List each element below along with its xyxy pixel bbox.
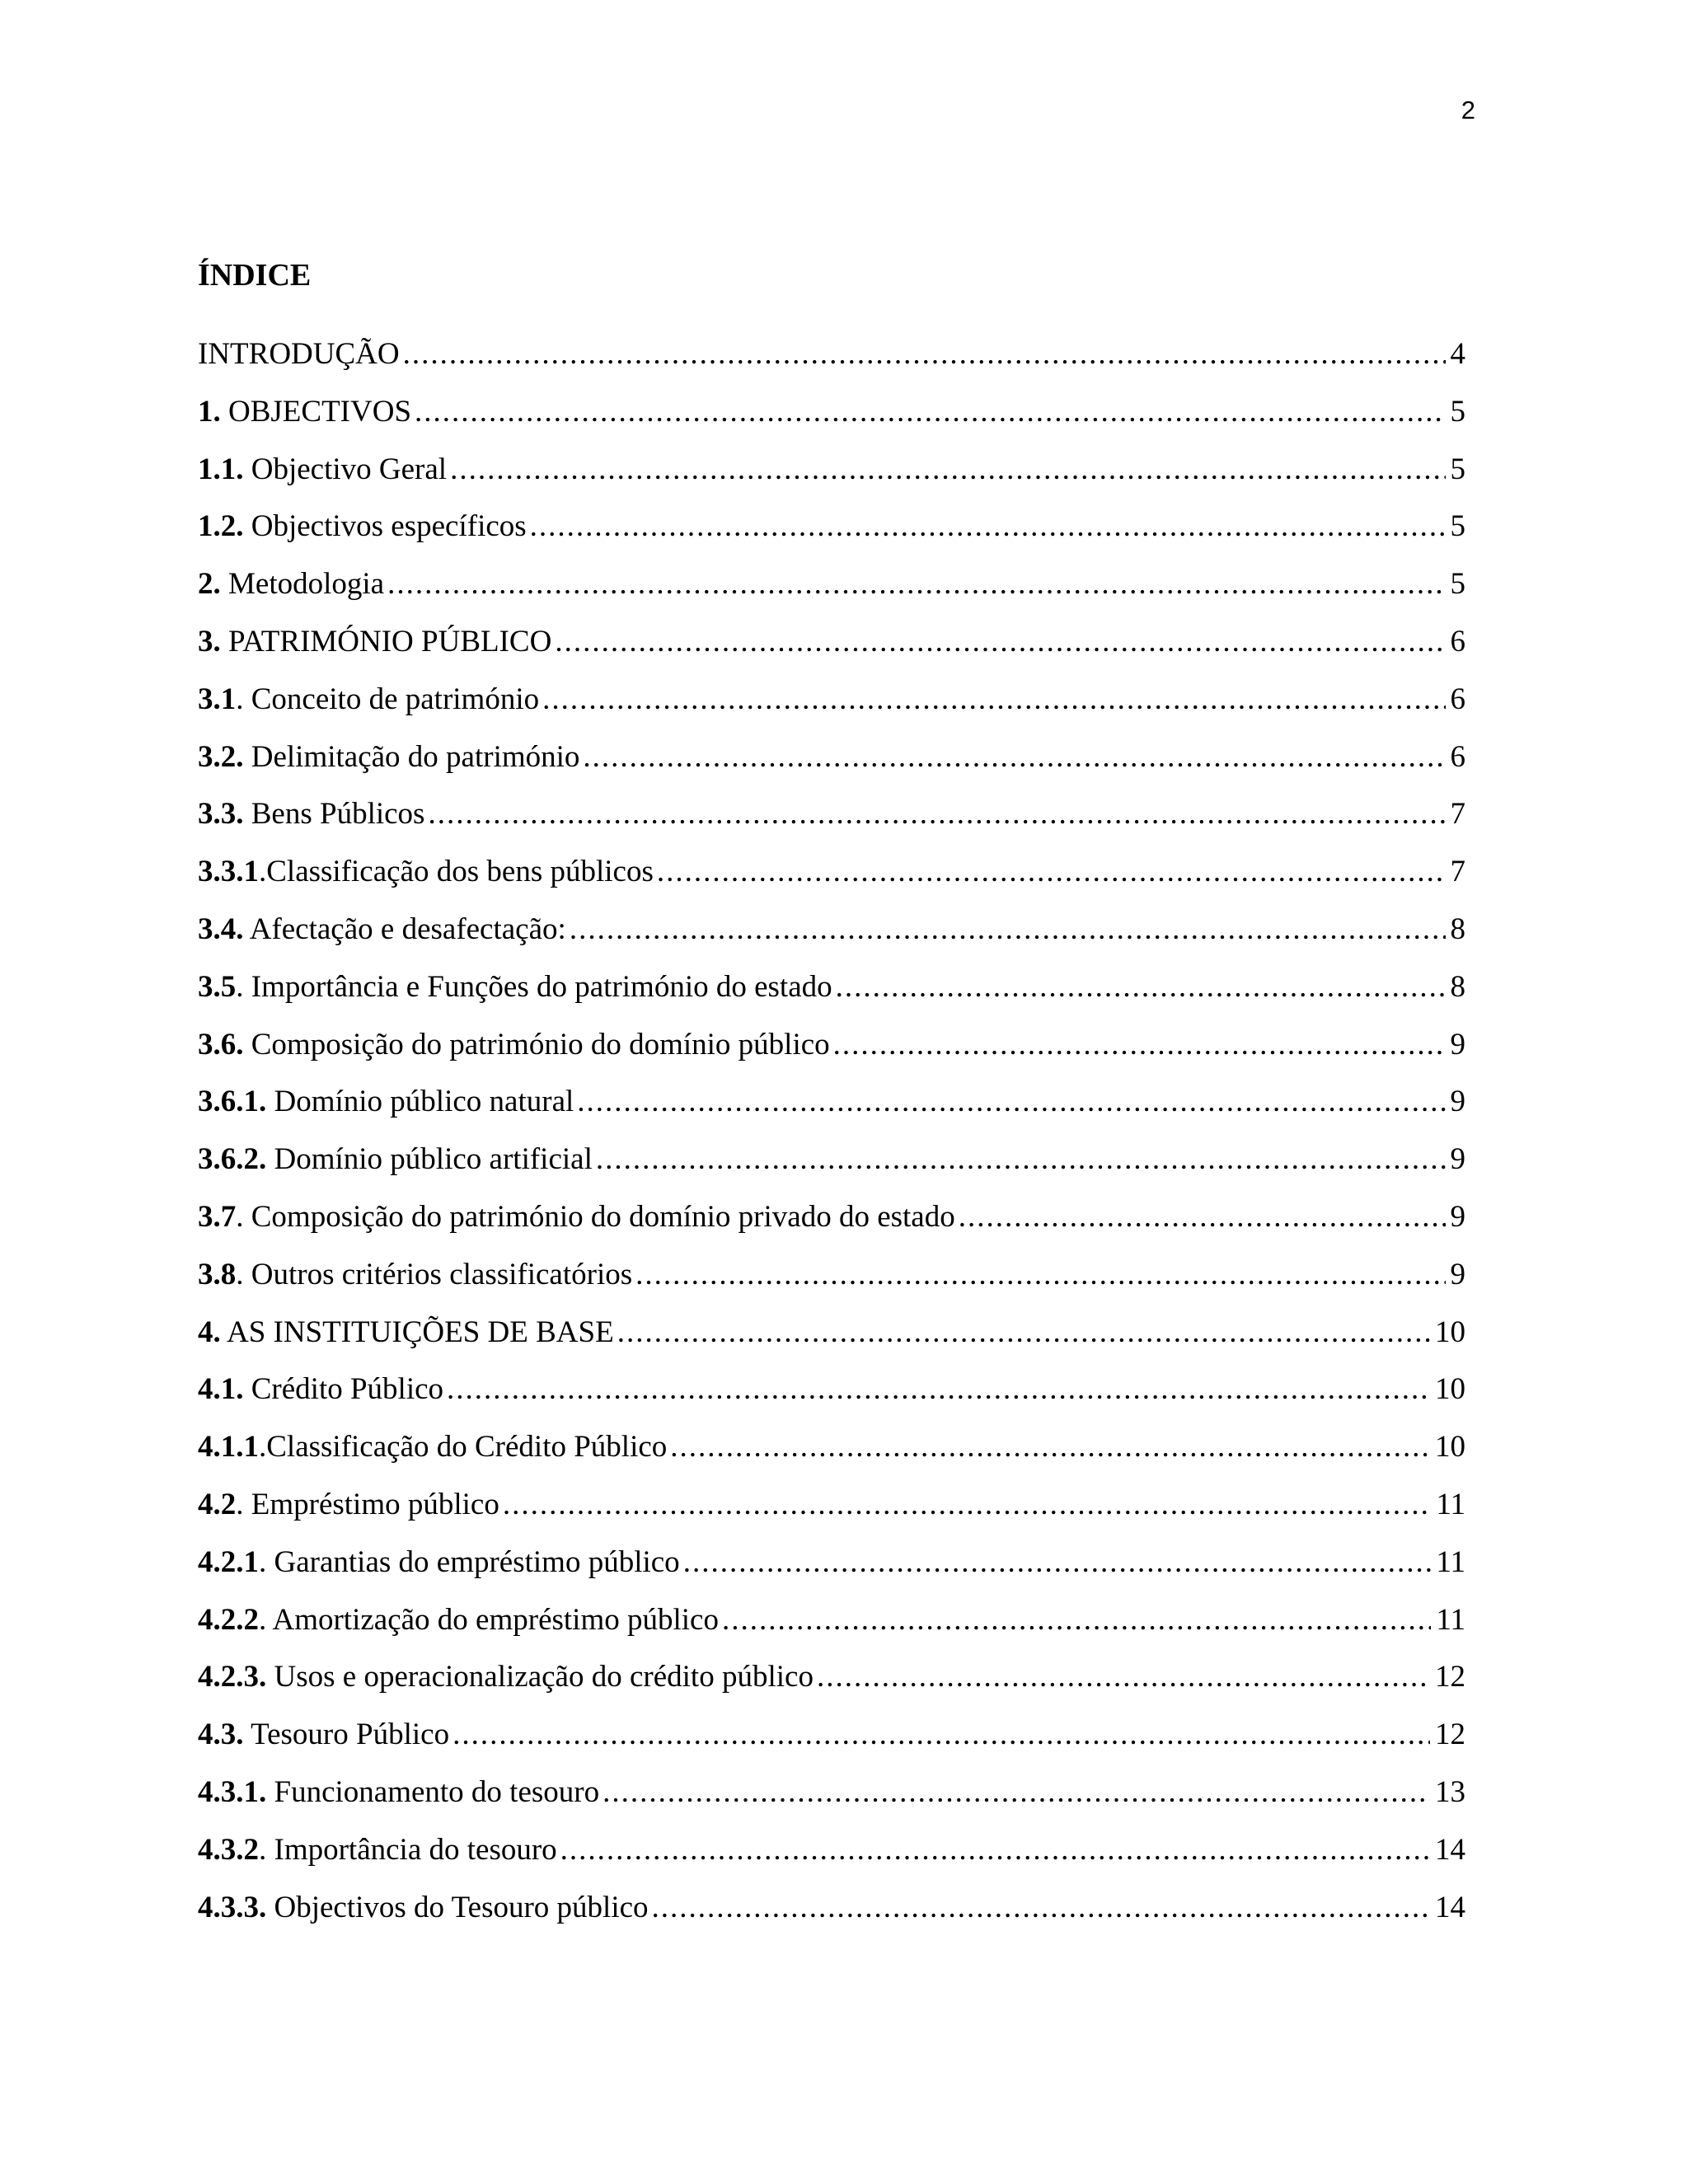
toc-entry-separator: . [236, 1487, 251, 1521]
toc-entry-number: 1. [198, 394, 221, 429]
toc-entry-text: Conceito de património [251, 682, 540, 716]
toc-entry-page: 13 [1435, 1774, 1465, 1809]
toc-entry-separator: . [259, 1602, 273, 1637]
dot-leader [617, 1308, 1430, 1357]
dot-leader [657, 847, 1446, 897]
toc-entry-page: 5 [1450, 509, 1465, 544]
toc-entry-separator [221, 395, 228, 429]
toc-entry-label [198, 1710, 449, 1760]
dot-leader [836, 963, 1446, 1012]
toc-entry-text: Composição do património do domínio privado do estado [251, 1199, 955, 1234]
toc-entry-separator: . [236, 969, 251, 1004]
toc-entry-text: PATRIMÓNIO PÚBLICO [228, 624, 552, 658]
toc-entry[interactable] [198, 733, 1465, 790]
toc-entry-page: 7 [1450, 855, 1465, 889]
toc-entry[interactable] [198, 790, 1465, 847]
toc-entry[interactable] [198, 1883, 1465, 1941]
toc-entry-text: Composição do património do domínio público [251, 1027, 830, 1062]
toc-entry-label [198, 387, 411, 437]
toc-entry[interactable] [198, 1710, 1465, 1768]
toc-entry-text: Delimitação do património [251, 739, 580, 774]
toc-entry-separator [266, 1660, 274, 1694]
toc-entry-label [198, 1308, 614, 1357]
toc-entry-separator: . [236, 1199, 251, 1234]
toc-entry-page: 10 [1435, 1372, 1465, 1407]
toc-entry-separator [244, 452, 251, 486]
toc-entry-number: 3.6. [198, 1027, 244, 1062]
dot-leader [722, 1596, 1431, 1645]
toc-entry[interactable] [198, 387, 1465, 445]
dot-leader [560, 1825, 1430, 1875]
dot-leader [503, 1480, 1432, 1530]
toc-entry-text: Bens Públicos [251, 797, 425, 832]
toc-entry-number: 4.2.2 [198, 1602, 259, 1637]
toc-entry[interactable] [198, 617, 1465, 675]
toc-entry-number: 3.5 [198, 969, 237, 1004]
toc-entry-text: Classificação dos bens públicos [266, 855, 654, 889]
page-number: 2 [1461, 96, 1475, 124]
toc-entry-text: Classificação do Crédito Público [266, 1430, 668, 1465]
toc-entry[interactable] [198, 1480, 1465, 1538]
toc-entry[interactable] [198, 1768, 1465, 1825]
toc-entry-page: 4 [1450, 337, 1465, 371]
toc-entry-label [198, 1250, 632, 1300]
dot-leader [555, 617, 1445, 667]
toc-entry-number: 4.2 [198, 1487, 237, 1521]
toc-entry-separator [244, 797, 251, 831]
toc-entry-number: 3.6.2. [198, 1142, 267, 1177]
dot-leader [652, 1883, 1430, 1933]
toc-entry-number: 3.4. [198, 912, 244, 946]
toc-entry[interactable] [198, 1596, 1465, 1653]
toc-entry-text: Importância do tesouro [274, 1832, 557, 1867]
toc-entry[interactable] [198, 560, 1465, 617]
dot-leader [452, 1710, 1430, 1760]
toc-entry[interactable] [198, 1825, 1465, 1883]
toc-entry-page: 9 [1450, 1257, 1465, 1291]
toc-entry-page: 12 [1435, 1718, 1465, 1752]
toc-entry-page: 7 [1450, 797, 1465, 832]
toc-entry-separator [266, 1775, 274, 1809]
toc-entry-label [198, 733, 579, 782]
toc-entry-text: Metodologia [228, 567, 385, 602]
toc-entry-text: Empréstimo público [251, 1487, 499, 1521]
dot-leader [530, 502, 1446, 551]
dot-leader [403, 330, 1446, 379]
toc-entry[interactable] [198, 1250, 1465, 1308]
toc-entry-page: 9 [1450, 1142, 1465, 1177]
toc-entry-separator [266, 1085, 274, 1118]
toc-entry-page: 11 [1436, 1487, 1465, 1521]
dot-leader [959, 1193, 1446, 1242]
toc-entry[interactable] [198, 445, 1465, 503]
toc-entry-page: 12 [1435, 1660, 1465, 1694]
dot-leader [387, 560, 1445, 609]
dot-leader [683, 1538, 1432, 1587]
toc-entry-page: 10 [1435, 1315, 1465, 1349]
toc-entry-number: 3.8 [198, 1257, 237, 1291]
toc-entry[interactable] [198, 847, 1465, 905]
toc-entry-label [198, 790, 424, 839]
toc-entry-label [198, 1538, 680, 1587]
dot-leader [833, 1020, 1446, 1070]
toc-entry-number: 2. [198, 567, 221, 602]
toc-entry-number: 3. [198, 624, 221, 658]
dot-leader [428, 790, 1445, 839]
toc-entry-text: Usos e operacionalização do crédito público [274, 1660, 814, 1694]
toc-entry-label [198, 847, 654, 897]
toc-entry-label [198, 1135, 593, 1184]
toc-entry-number: 4.1. [198, 1372, 244, 1407]
toc-entry-number: 3.1 [198, 682, 237, 716]
toc-entry-label [198, 445, 447, 494]
toc-entry[interactable] [198, 1077, 1465, 1135]
toc-entry-label [198, 1422, 667, 1472]
dot-leader [450, 445, 1445, 494]
toc-entry-number: 1.2. [198, 509, 244, 544]
toc-entry-text: Amortização do empréstimo público [272, 1602, 719, 1637]
toc-entry-page: 10 [1435, 1430, 1465, 1465]
toc-entry-label [198, 1883, 649, 1933]
toc-entry-number: 1.1. [198, 452, 244, 486]
toc-entry-number: 4.3.2 [198, 1832, 259, 1867]
toc-entry-page: 11 [1436, 1602, 1465, 1637]
toc-entry-label [198, 1768, 599, 1817]
toc-entry-label [198, 1193, 955, 1242]
toc-entry-number: 3.7 [198, 1199, 237, 1234]
toc-entry[interactable] [198, 1308, 1465, 1366]
toc-entry-separator [221, 1315, 227, 1349]
toc-entry-label [198, 675, 539, 724]
toc-entry-label [198, 1652, 814, 1702]
toc-entry-separator [244, 1372, 251, 1406]
toc-entry[interactable] [198, 1538, 1465, 1596]
toc-entry-separator: . [259, 1430, 267, 1465]
toc-entry[interactable] [198, 1193, 1465, 1250]
toc-entry-separator [244, 1718, 251, 1751]
toc-entry-text: Afectação e desafectação: [249, 912, 566, 946]
toc-entry-page: 9 [1450, 1085, 1465, 1119]
toc-entry-number: 4.3.3. [198, 1890, 267, 1924]
toc-entry[interactable] [198, 675, 1465, 733]
dot-leader [577, 1077, 1445, 1127]
toc-entry[interactable] [198, 1020, 1465, 1078]
toc-entry-label [198, 905, 566, 954]
toc-entry-number: 3.6.1. [198, 1085, 267, 1119]
toc-entry-label [198, 1365, 443, 1414]
toc-entry-page: 5 [1450, 394, 1465, 429]
toc-entry-text: Importância e Funções do património do estado [251, 969, 832, 1004]
toc-entry[interactable] [198, 502, 1465, 560]
toc-entry[interactable] [198, 905, 1465, 963]
toc-entry-page: 5 [1450, 567, 1465, 602]
toc-entry-page: 6 [1450, 739, 1465, 774]
toc-entry-text: Tesouro Público [251, 1718, 450, 1752]
toc-entry[interactable] [198, 330, 1465, 387]
toc-entry-label [198, 1480, 499, 1530]
dot-leader [635, 1250, 1445, 1300]
toc-entry[interactable] [198, 1135, 1465, 1193]
toc-entry-label [198, 963, 832, 1012]
toc-entry-text: Objectivos do Tesouro público [274, 1890, 649, 1924]
toc-entry-separator: . [236, 1257, 251, 1291]
toc-entry-page: 11 [1436, 1544, 1465, 1579]
toc-entry-separator: . [259, 1832, 274, 1867]
toc-entry-text: Domínio público natural [274, 1085, 574, 1119]
toc-entry-label [198, 1020, 830, 1070]
toc-entry-separator: . [259, 1544, 274, 1579]
toc-entry-number: 4.3.1. [198, 1774, 267, 1809]
toc-entry-text: OBJECTIVOS [228, 394, 412, 429]
dot-leader [447, 1365, 1430, 1414]
toc-entry[interactable] [198, 963, 1465, 1020]
toc-entry-text: Funcionamento do tesouro [274, 1774, 600, 1809]
toc-entry-label [198, 617, 551, 667]
toc-entry-separator [221, 625, 228, 658]
dot-leader [542, 675, 1445, 724]
toc-entry-text: AS INSTITUIÇÕES DE BASE [226, 1315, 614, 1349]
toc-entry-label [198, 1077, 574, 1127]
toc-entry-number: 3.2. [198, 739, 244, 774]
toc-entry-separator [244, 912, 250, 946]
toc-entry-text: Garantias do empréstimo público [274, 1544, 680, 1579]
toc-entry-separator: . [236, 682, 251, 716]
toc-title: ÍNDICE [198, 258, 312, 293]
toc-entry-text: Outros critérios classificatórios [251, 1257, 633, 1291]
toc-entry-number: 3.3.1 [198, 855, 259, 889]
toc-entry-number: 4.2.1 [198, 1544, 259, 1579]
toc-entry-number: 4.2.3. [198, 1660, 267, 1694]
toc-entry-text: INTRODUÇÃO [198, 337, 400, 371]
toc-list [198, 330, 1465, 1940]
toc-entry-separator [244, 509, 251, 543]
dot-leader [570, 905, 1446, 954]
toc-entry-separator [221, 567, 228, 601]
toc-entry-page: 14 [1435, 1890, 1465, 1924]
toc-entry[interactable] [198, 1652, 1465, 1710]
toc-entry-number: 4. [198, 1315, 221, 1349]
toc-entry-label [198, 1825, 557, 1875]
toc-entry-text: Crédito Público [251, 1372, 444, 1407]
toc-entry[interactable] [198, 1365, 1465, 1422]
toc-entry-page: 6 [1450, 624, 1465, 658]
toc-entry-page: 6 [1450, 682, 1465, 716]
dot-leader [603, 1768, 1430, 1817]
toc-entry-label [198, 502, 527, 551]
dot-leader [583, 733, 1445, 782]
toc-entry-separator [266, 1891, 274, 1924]
toc-entry-page: 5 [1450, 452, 1465, 486]
toc-entry-page: 9 [1450, 1199, 1465, 1234]
toc-entry-label [198, 560, 384, 609]
toc-entry[interactable] [198, 1422, 1465, 1480]
toc-entry-number: 4.3. [198, 1718, 244, 1752]
toc-entry-page: 8 [1450, 969, 1465, 1004]
toc-entry-number: 4.1.1 [198, 1430, 259, 1465]
toc-entry-label [198, 330, 400, 379]
toc-entry-label [198, 1596, 719, 1645]
dot-leader [670, 1422, 1430, 1472]
toc-entry-text: Objectivos específicos [251, 509, 527, 544]
toc-entry-page: 14 [1435, 1832, 1465, 1867]
toc-entry-text: Objectivo Geral [251, 452, 448, 486]
toc-entry-page: 9 [1450, 1027, 1465, 1062]
toc-entry-separator [266, 1142, 274, 1176]
toc-entry-separator: . [259, 855, 267, 889]
toc-entry-separator [244, 1028, 251, 1062]
toc-entry-page: 8 [1450, 912, 1465, 946]
dot-leader [817, 1652, 1430, 1702]
toc-entry-number: 3.3. [198, 797, 244, 832]
toc-entry-separator [244, 740, 251, 774]
dot-leader [596, 1135, 1446, 1184]
toc-entry-text: Domínio público artificial [274, 1142, 593, 1177]
dot-leader [415, 387, 1445, 437]
